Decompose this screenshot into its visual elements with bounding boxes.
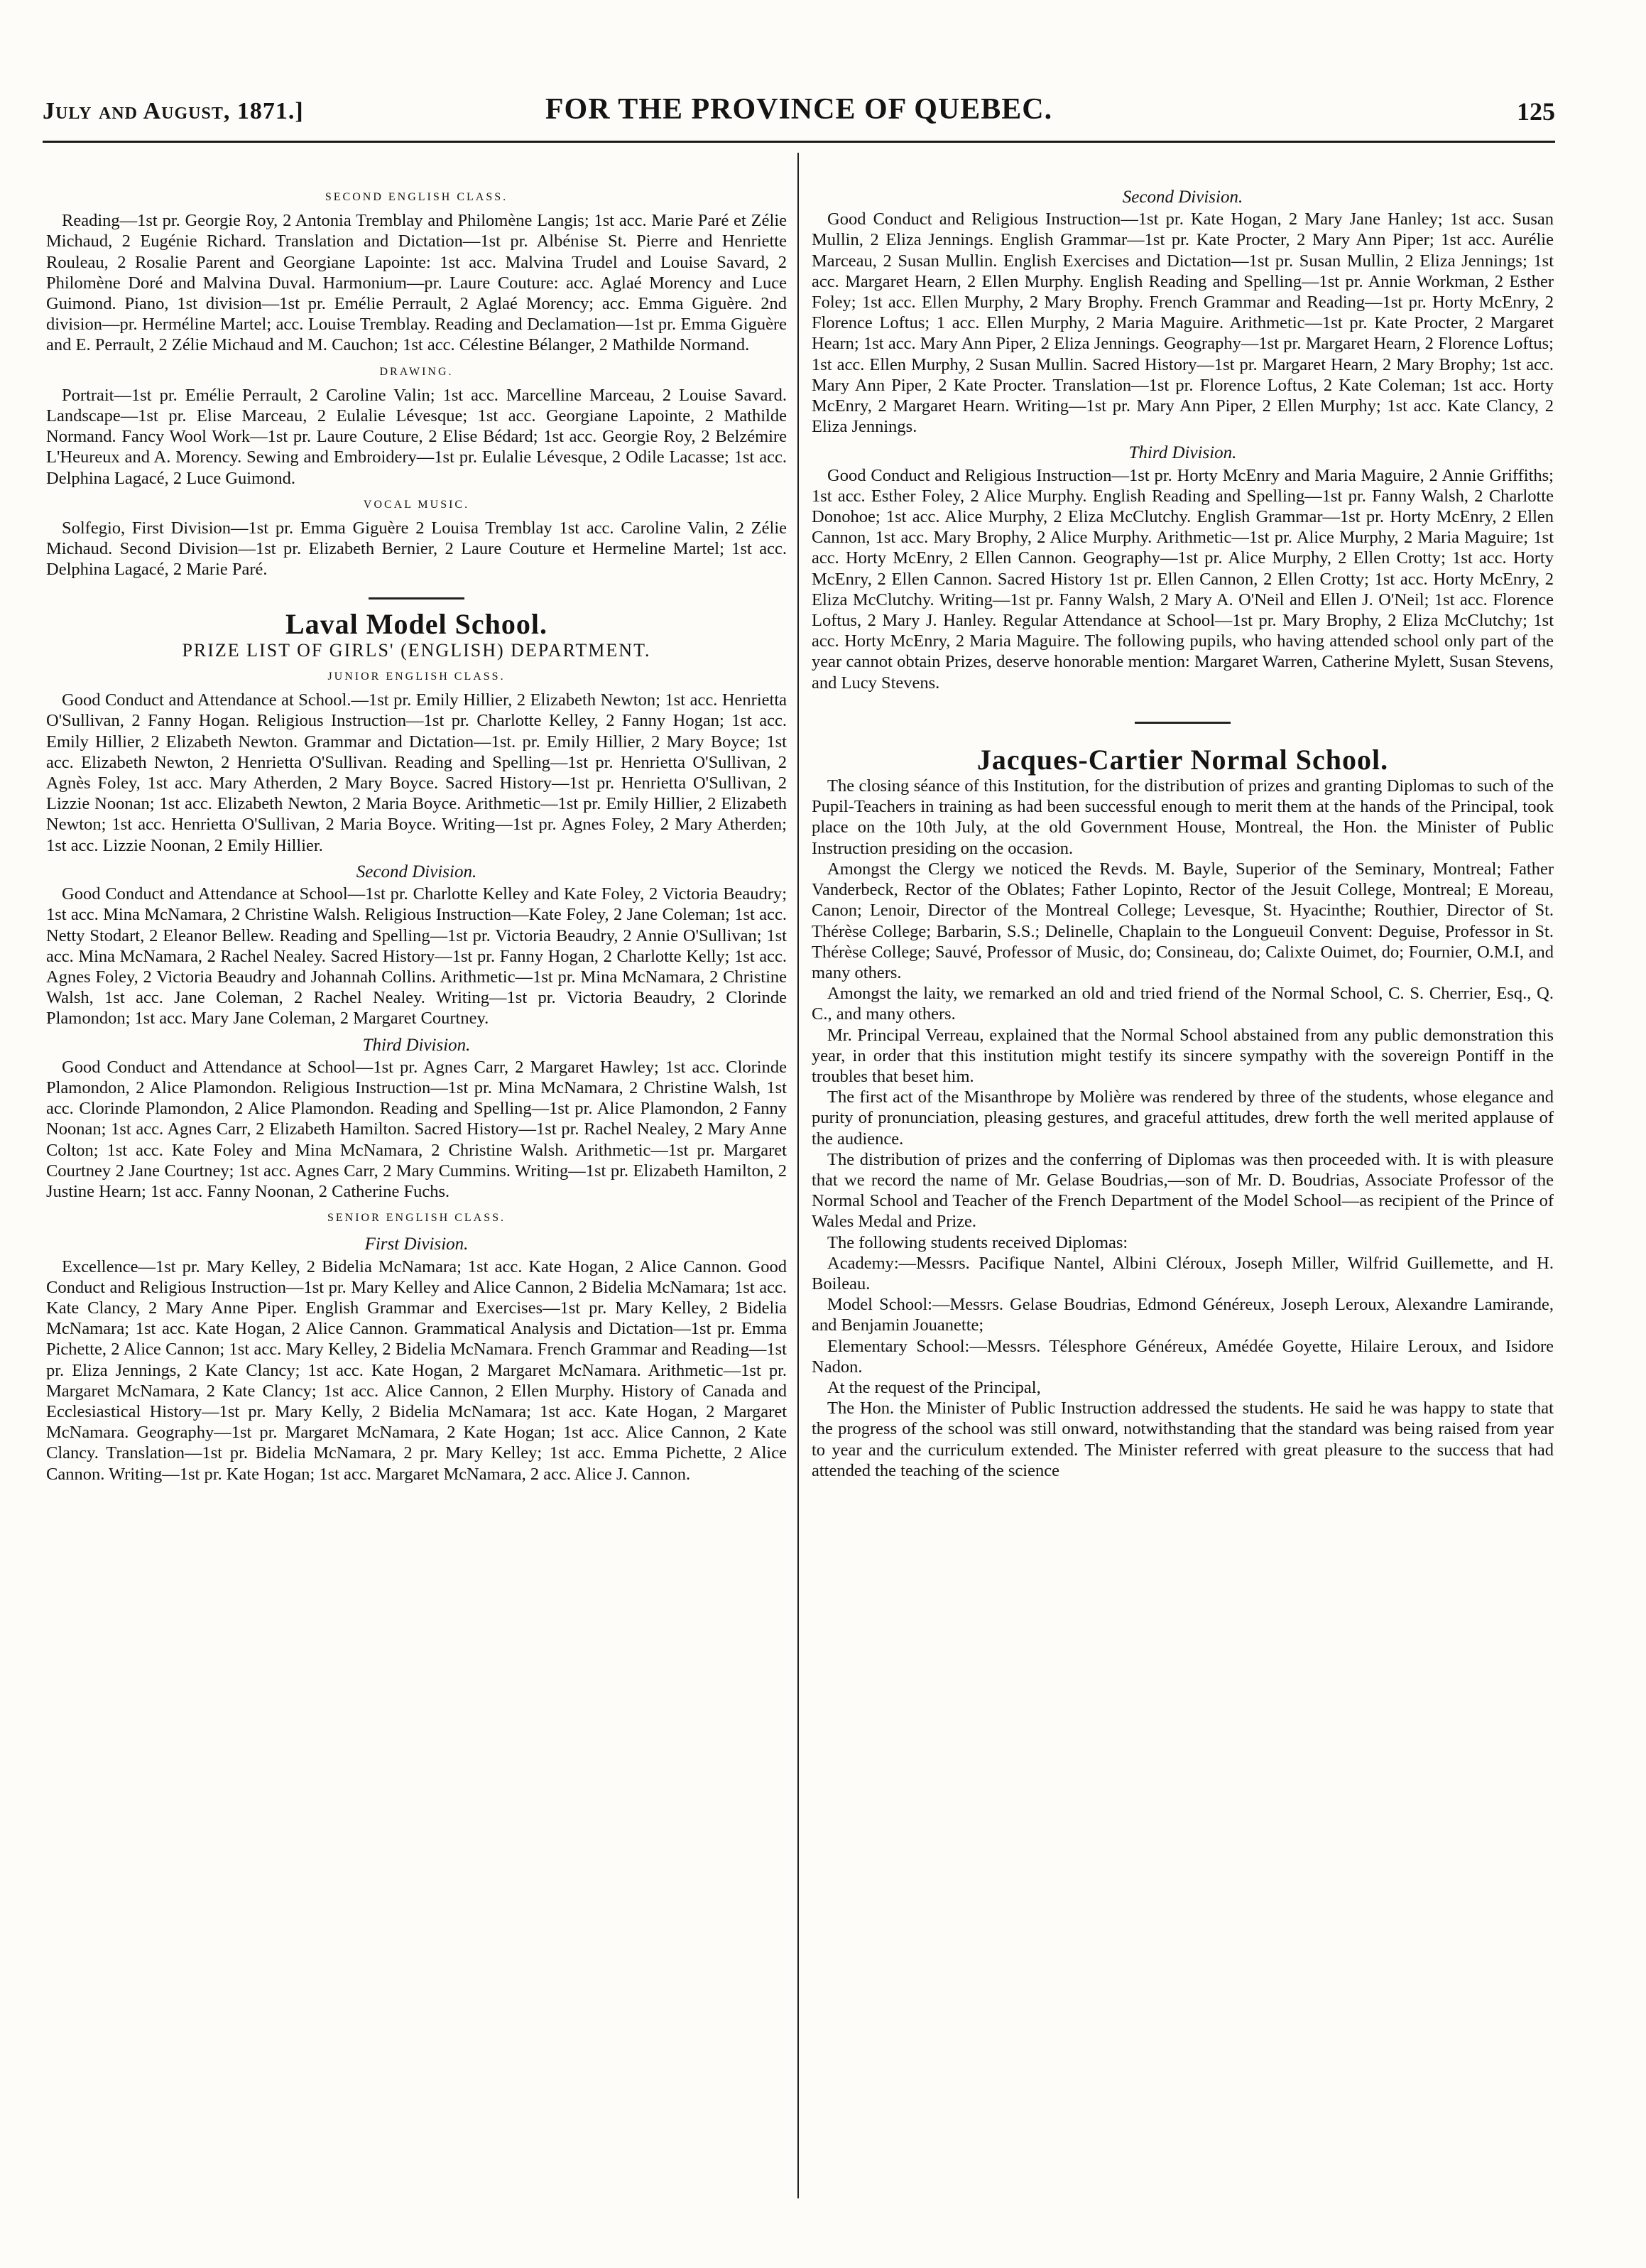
paragraph: Amongst the Clergy we noticed the Revds. M. Bayle, Superior of the Seminary, Montreal; Father Vanderbeck, Rector of the Oblates; Father Lopinto, Rector of the Jesuit College, Montreal; E Moreau, Canon; Lenoir, Director of the Montreal College; Levesque, St. Hyacinthe; Routhier, Director of St. Thérèse College; Barbarin, S.S.; Delinelle, Chaplain to the Longueuil Convent: Deguise, Professor in St. Thérèse College; Sauvé, Professor of Music, do; Consineau, do; Calixte Ouimet, do; Fournier, O.M.I, and many others. [812, 859, 1554, 982]
header-rule [43, 141, 1555, 143]
right-column [812, 181, 1554, 1481]
paragraph: The distribution of prizes and the conferring of Diplomas was then proceeded with. It is with pleasure that we record the name of Mr. Gelase Boudrias,—son of Mr. D. Boudrias, Associate Professor of the Normal School and Teacher of the French Department of the Model School—as recipient of the Prince of Wales Medal and Prize. [812, 1149, 1554, 1232]
paragraph: Academy:—Messrs. Pacifique Nantel, Albini Cléroux, Joseph Miller, Wilfrid Guillemette, and H. Boileau. [812, 1253, 1554, 1293]
paragraph: Good Conduct and Attendance at School—1st pr. Charlotte Kelley and Kate Foley, 2 Victoria Beaudry; 1st acc. Mina McNamara, 2 Christine Walsh. Religious Instruction—Kate Foley, 2 Jane Coleman; 1st acc. Netty Stodart, 2 Eleanor Bellew. Reading and Spelling—1st pr. Victoria Beaudry, 2 Annie O'Sullivan; 1st acc. Mina McNamara, 2 Rachel Nealey. Sacred History—1st pr. Fanny Hogan, 2 Charlotte Kelly; 1st acc. Agnes Foley, 2 Victoria Beaudry and Johannah Collins. Arithmetic—1st pr. Mina McNamara, 2 Christine Walsh, 1st acc. Jane Coleman, 2 Rachel Nealey. Writing—1st pr. Victoria Beaudry, 2 Clorinde Plamondon; 1st acc. Mary Jane Coleman, 2 Margaret Courtney. [46, 884, 787, 1029]
paragraph: Good Conduct and Attendance at School—1st pr. Agnes Carr, 2 Margaret Hawley; 1st acc. Clorinde Plamondon, 2 Alice Plamondon. Religious Instruction—1st pr. Mina McNamara, 2 Christine Walsh, 1st acc. Clorinde Plamondon, 2 Alice Plamondon. Reading and Spelling—1st pr. Alice Plamondon, 2 Fanny Noonan; 1st acc. Agnes Carr, 2 Elizabeth Hamilton. Sacred History—1st pr. Rachel Nealey, 2 Mary Anne Colton; 1st acc. Kate Foley and Mina McNamara, 2 Christine Walsh. Arithmetic—1st pr. Margaret Courtney 2 Jane Courtney; 1st acc. Agnes Carr, 2 Mary Cummins. Writing—1st pr. Elizabeth Hamilton, 2 Justine Hearn; 1st acc. Fanny Noonan, 2 Catherine Fuchs. [46, 1057, 787, 1201]
section-heading: JUNIOR ENGLISH CLASS. [327, 671, 506, 683]
paragraph: Good Conduct and Religious Instruction—1st pr. Horty McEnry and Maria Maguire, 2 Annie Griffiths; 1st acc. Esther Foley, 2 Alice Murphy. English Reading and Spelling—1st pr. Fanny Walsh, 2 Charlotte Donohoe; 1st acc. Alice Murphy, 2 Eliza McClutchy. English Grammar—1st pr. Horty McEnry, 2 Ellen Cannon, 1st acc. Mary Brophy, 2 Alice Murphy. Arithmetic—1st pr. Alice Murphy, 2 Maria Maguire; 1st acc. Horty McEnry, 2 Ellen Cannon. Geography—1st pr. Alice Murphy, 2 Ellen Crotty; 1st acc. Horty McEnry, 2 Ellen Cannon. Sacred History 1st pr. Ellen Cannon, 2 Ellen Crotty; 1st acc. Horty McEnry, 2 Eliza McClutchy. Writing—1st pr. Fanny Walsh, 2 Mary A. O'Neil and Ellen J. O'Neil; 1st acc. Florence Loftus, 2 Mary J. Hanley. Regular Attendance at School—1st pr. Mary Brophy, 2 Eliza McClutchy; 1st acc. Horty McEnry, 2 Maria Maguire. The following pupils, who having attended school only part of the year cannot obtain Prizes, deserve honorable mention: Margaret Warren, Catherine Mylett, Susan Stevens, and Lucy Stevens. [812, 465, 1554, 693]
paragraph: Reading—1st pr. Georgie Roy, 2 Antonia Tremblay and Philomène Langis; 1st acc. Marie Paré et Zélie Michaud, 2 Eugénie Richard. Translation and Dictation—1st pr. Albénise St. Pierre and Henriette Rouleau, 2 Rosalie Parent and Georgiane Lapointe: 1st acc. Malvina Trudel and Louise Savard, 2 Philomène Doré and Malvina Duval. Harmonium—pr. Laure Couture: acc. Aglaé Morency and Luce Guimond. Piano, 1st division—1st pr. Emélie Perrault, 2 Aglaé Morency; acc. Emma Giguère. 2nd division—pr. Herméline Martel; acc. Louise Tremblay. Reading and Declamation—1st pr. Emma Giguère and E. Perrault, 2 Zélie Michaud and M. Cauchon; 1st acc. Célestine Bélanger, 2 Mathilde Normand. [46, 211, 787, 355]
school-title: Jacques-Cartier Normal School. [976, 743, 1389, 776]
paragraph: Model School:—Messrs. Gelase Boudrias, Edmond Généreux, Joseph Leroux, Alexandre Lamirande, and Benjamin Jouanette; [812, 1295, 1554, 1335]
running-title: FOR THE PROVINCE OF QUEBEC. [545, 93, 1053, 126]
paragraph: The closing séance of this Institution, for the distribution of prizes and granting Diplomas to such of the Pupil-Teachers in training as had been successful enough to merit them at the hands of the Principal, took place on the 10th July, at the old Government House, Montreal, the Hon. the Minister of Public Instruction presiding on the occasion. [812, 776, 1554, 858]
paragraph: The following students received Diplomas: [827, 1232, 1128, 1252]
division-heading: Second Division. [1122, 188, 1243, 207]
school-title: Laval Model School. [285, 607, 548, 640]
paragraph: Amongst the laity, we remarked an old and tried friend of the Normal School, C. S. Cherrier, Esq., Q. C., and many others. [812, 984, 1554, 1024]
paragraph: Solfegio, First Division—1st pr. Emma Giguère 2 Louisa Tremblay 1st acc. Caroline Valin, 2 Zélie Michaud. Second Division—1st pr. Elizabeth Bernier, 2 Laure Couture et Hermeline Martel; 1st acc. Delphina Lagacé, 2 Marie Paré. [46, 519, 787, 580]
division-heading: Third Division. [362, 1035, 471, 1055]
section-heading: DRAWING. [379, 365, 454, 378]
paragraph: Excellence—1st pr. Mary Kelley, 2 Bidelia McNamara; 1st acc. Kate Hogan, 2 Alice Cannon. Good Conduct and Religious Instruction—1st pr. Mary Kelley and Alice Cannon, 2 Bidelia McNamara; 1st acc. Kate Clancy, 2 Mary Anne Piper. English Grammar and Exercises—1st pr. Mary Kelley, 2 Bidelia McNamara; 1st acc. Kate Hogan, 2 Alice Cannon. Grammatical Analysis and Dictation—1st pr. Emma Pichette, 2 Alice Cannon; 1st acc. Mary Kelley, 2 Bidelia McNamara. French Grammar and Reading—1st pr. Eliza Jennings, 2 Kate Clancy; 1st acc. Kate Hogan, 2 Margaret McNamara. Arithmetic—1st pr. Margaret McNamara, 2 Kate Clancy; 1st acc. Alice Cannon, 2 Ellen Murphy. History of Canada and Ecclesiastical History—1st pr. Mary Kelly, 2 Bidelia McNamara; 1st acc. Kate Hogan, 2 Margaret McNamara. Geography—1st pr. Margaret McNamara, 2 Kate Hogan; 1st acc. Alice Cannon, 2 Kate Clancy. Translation—1st pr. Bidelia McNamara, 2 pr. Mary Kelley; 1st acc. Emma Pichette, 2 Alice Cannon. Writing—1st pr. Kate Hogan; 1st acc. Margaret McNamara, 2 acc. Alice J. Cannon. [46, 1257, 787, 1484]
section-separator [369, 597, 464, 599]
paragraph: Good Conduct and Attendance at School.—1st pr. Emily Hillier, 2 Elizabeth Newton; 1st acc. Henrietta O'Sullivan, 2 Fanny Hogan. Religious Instruction—1st pr. Charlotte Kelley, 2 Fanny Hogan; 1st acc. Emily Hillier, 2 Elizabeth Newton. Grammar and Dictation—1st. pr. Emily Hillier, 2 Mary Boyce; 1st acc. Elizabeth Newton, 2 Henrietta O'Sullivan. Reading and Spelling—1st pr. Henrietta O'Sullivan, 2 Agnès Foley, 1st acc. Mary Atherden, 2 Mary Boyce. Sacred History—1st pr. Henrietta O'Sullivan, 2 Lizzie Noonan; 1st acc. Elizabeth Newton, 2 Maria Boyce. Arithmetic—1st pr. Emily Hillier, 2 Elizabeth Newton; 1st acc. Henrietta O'Sullivan, 2 Maria Boyce. Writing—1st pr. Agnes Foley, 2 Mary Atherden; 1st acc. Lizzie Noonan, 2 Emily Hillier. [46, 690, 787, 855]
division-heading: Third Division. [1128, 443, 1237, 463]
paragraph: Portrait—1st pr. Emélie Perrault, 2 Caroline Valin; 1st acc. Marcelline Marceau, 2 Louise Savard. Landscape—1st pr. Elise Marceau, 2 Eulalie Lévesque; 1st acc. Georgiane Lapointe, 2 Mathilde Normand. Fancy Wool Work—1st pr. Laure Couture, 2 Elise Bédard; 1st acc. Georgie Roy, 2 Belzémire L'Heureux and A. Morency. Sewing and Embroidery—1st pr. Eulalie Lévesque, 2 Odile Lacasse; 1st acc. Delphina Lagacé, 2 Luce Guimond. [46, 385, 787, 488]
column-divider [797, 153, 799, 2198]
page-header [43, 92, 1555, 135]
section-heading: SECOND ENGLISH CLASS. [325, 191, 508, 203]
paragraph: The Hon. the Minister of Public Instruction addressed the students. He said he was happy to state that the progress of the school was still onward, notwithstanding that the standard was being raised from year to year and the curriculum extended. The Minister referred with great pleasure to the success that had attended the teaching of the science [812, 1399, 1554, 1480]
paragraph: Mr. Principal Verreau, explained that the Normal School abstained from any public demonstration this year, in order that this institution might testify its sincere sympathy with the sovereign Pontiff in the troubles that beset him. [812, 1025, 1554, 1086]
section-heading: VOCAL MUSIC. [363, 498, 470, 511]
division-heading: Second Division. [356, 862, 477, 881]
paragraph: At the request of the Principal, [827, 1377, 1041, 1397]
page-number: 125 [1517, 97, 1555, 126]
left-column [46, 181, 787, 1485]
issue-date: July and August, 1871.] [43, 98, 304, 124]
section-separator [1135, 722, 1231, 724]
paragraph: Elementary School:—Messrs. Télesphore Généreux, Amédée Goyette, Hilaire Leroux, and Isidore Nadon. [812, 1336, 1554, 1377]
school-subtitle: PRIZE LIST OF GIRLS' (ENGLISH) DEPARTMENT. [182, 639, 651, 661]
division-heading: First Division. [364, 1235, 469, 1254]
paragraph: The first act of the Misanthrope by Molière was rendered by three of the students, whose elegance and purity of pronunciation, pleasing gestures, and graceful attitudes, drew forth the well merited applause of the audience. [812, 1087, 1554, 1149]
paragraph: Good Conduct and Religious Instruction—1st pr. Kate Hogan, 2 Mary Jane Hanley; 1st acc. Susan Mullin, 2 Eliza Jennings. English Grammar—1st pr. Kate Procter, 2 Mary Ann Piper; 1st acc. Aurélie Marceau, 2 Susan Mullin. English Exercises and Dictation—1st pr. Susan Mullin, 2 Eliza Jennings; 1st acc. Margaret Hearn, 2 Ellen Murphy. English Reading and Spelling—1st pr. Annie Workman, 2 Esther Foley; 1st acc. Ellen Murphy, 2 Mary Brophy. French Grammar and Reading—1st pr. Horty McEnry, 2 Florence Loftus; 1 acc. Ellen Murphy, 2 Maria Maguire. Arithmetic—1st pr. Kate Procter, 2 Margaret Hearn; 1st acc. Mary Ann Piper, 2 Eliza Jennings. Geography—1st pr. Margaret Hearn, 2 Florence Loftus; 1st acc. Ellen Murphy, 2 Susan Mullin. Sacred History—1st pr. Margaret Hearn, 2 Mary Brophy; 1st acc. Mary Ann Piper, 2 Kate Procter. Translation—1st pr. Florence Loftus, 2 Kate Coleman; 1st acc. Horty McEnry, 2 Margaret Hearn. Writing—1st pr. Mary Ann Piper, 2 Ellen Murphy; 1st acc. Kate Clancy, 2 Eliza Jennings. [812, 210, 1554, 437]
section-heading: SENIOR ENGLISH CLASS. [327, 1212, 506, 1225]
